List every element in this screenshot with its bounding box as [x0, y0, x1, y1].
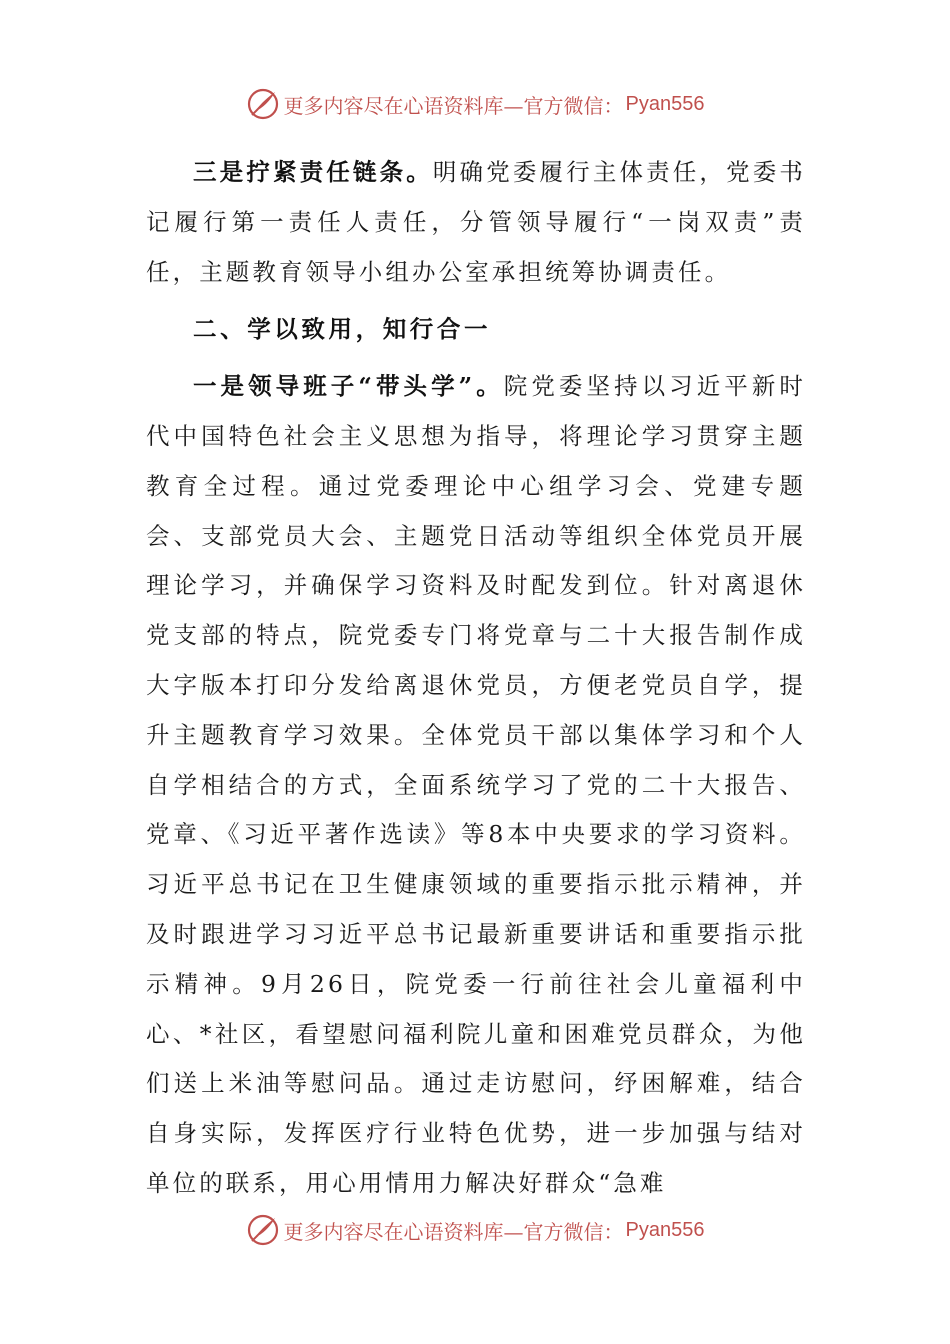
section-heading — [146, 305, 806, 355]
document-body — [146, 148, 806, 1209]
banner-text: 更多内容尽在心语资料库—官方微信： — [283, 1219, 624, 1244]
paragraph-leadership-study — [146, 362, 806, 1209]
header-banner — [0, 84, 950, 124]
banner-text: 更多内容尽在心语资料库—官方微信： — [283, 93, 624, 118]
paragraph-lead: 三是拧紧责任链条。 — [193, 158, 433, 186]
quill-logo-icon — [246, 1213, 280, 1247]
paragraph-lead: 一是领导班子“带头学”。 — [193, 372, 504, 401]
footer-banner — [0, 1210, 950, 1250]
banner-wechat-id: Pyan556 — [625, 1218, 705, 1241]
paragraph-body: 明确党委履行主体责任，党委书记履行第一责任人责任，分管领导履行“一岗双责”责任，主题教育领导小组办公室承担统筹协调责任。 — [146, 158, 806, 286]
paragraph-body: 院党委坚持以习近平新时代中国特色社会主义思想为指导，将理论学习贯穿主题教育全过程。通过党委理论中心组学习会、党建专题会、支部党员大会、主题党日活动等组织全体党员开展理论学习，并确保学习资料及时配发到位。针对离退休党支部的特点，院党委专门将党章与二十大报告制作成大字版本打印分发给离退休党员，方便老党员自学，提升主题教育学习效果。全体党员干部以集体学习和个人自学相结合的方式，全面系统学习了党的二十大报告、党章、《习近平著作选读》等8本中央要求的学习资料。习近平总书记在卫生健康领域的重要指示批示精神，并及时跟进学习习近平总书记最新重要讲话和重要指示批示精神。9月26日，院党委一行前往社会儿童福利中心、*社区，看望慰问福利院儿童和困难党员群众，为他们送上米油等慰问品。通过走访慰问，纾困解难，结合自身实际，发挥医疗行业特色优势，进一步加强与结对单位的联系，用心用情用力解决好群众“急难 — [146, 372, 806, 1197]
banner-wechat-id: Pyan556 — [625, 92, 705, 115]
paragraph-responsibility-chain — [146, 148, 806, 297]
quill-logo-icon — [246, 87, 280, 121]
section-heading-text: 二、学以致用，知行合一 — [193, 315, 492, 344]
